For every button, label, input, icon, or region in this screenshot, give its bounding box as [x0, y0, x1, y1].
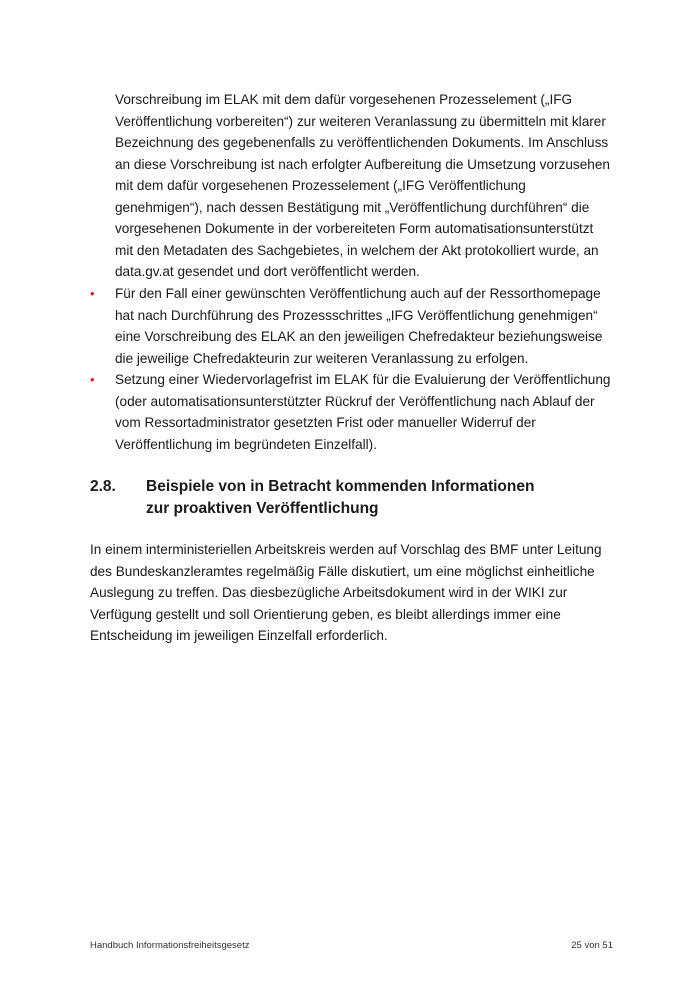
bullet-text: Für den Fall einer gewünschten Veröffentlichung auch auf der Ressorthomepage hat nach Durchführung des Prozessschrittes „IFG Veröffentlichung genehmigen“ eine Vorschreibung des ELAK an den jeweiligen Chefredakteur beziehungsweise die jeweilige Chefredakteurin zur weiteren Veranlassung zu erfolgen.: [115, 286, 603, 366]
continuation-block: [115, 89, 615, 283]
bullet-marker-icon: •: [90, 286, 95, 301]
bullet-text: Setzung einer Wiedervorlagefrist im ELAK für die Evaluierung der Veröffentlichung (oder automatisationsunterstützter Rückruf der Veröffentlichung nach Ablauf der vom Ressortadministrator gesetzten Frist oder manueller Widerruf der Veröffentlichung im begründeten Einzelfall).: [115, 372, 611, 452]
bullet-item: [90, 283, 615, 369]
section-paragraph: In einem interministeriellen Arbeitskreis werden auf Vorschlag des BMF unter Leitung des Bundeskanzleramtes regelmäßig Fälle diskutiert, um eine möglichst einheitliche Auslegung zu treffen. Das diesbezügliche Arbeitsdokument wird in der WIKI zur Verfügung gestellt und soll Orientierung geben, es bleibt allerdings immer eine Entscheidung im jeweiligen Einzelfall erforderlich.: [90, 542, 602, 643]
section-title: Beispiele von in Betracht kommenden Informationen zur proaktiven Veröffentlichung: [146, 478, 535, 517]
footer-document-title: Handbuch Informationsfreiheitsgesetz: [90, 940, 250, 951]
bullet-item: [90, 369, 615, 455]
section-heading: [90, 476, 615, 520]
section-number: 2.8.: [90, 478, 116, 495]
bullet-marker-icon: •: [90, 372, 95, 387]
bullet-list: [90, 283, 615, 455]
footer-page-indicator: 25 von 51: [571, 940, 613, 951]
continuation-paragraph: Vorschreibung im ELAK mit dem dafür vorgesehenen Prozesselement („IFG Veröffentlichung vorbereiten“) zur weiteren Veranlassung zu übermitteln mit klarer Bezeichnung des gegebenenfalls zu veröffentlichenden Dokuments. Im Anschluss an diese Vorschreibung ist nach erfolgter Aufbereitung die Umsetzung vorzusehen mit dem dafür vorgesehenen Prozesselement („IFG Veröffentlichung genehmigen“), nach dessen Bestätigung mit „Veröffentlichung durchführen“ die vorgesehenen Dokumente in der vorbereiteten Form automatisationsunterstützt mit den Metadaten des Sachgebietes, in welchem der Akt protokolliert wurde, an data.gv.at gesendet und dort veröffentlicht werden.: [115, 92, 610, 279]
